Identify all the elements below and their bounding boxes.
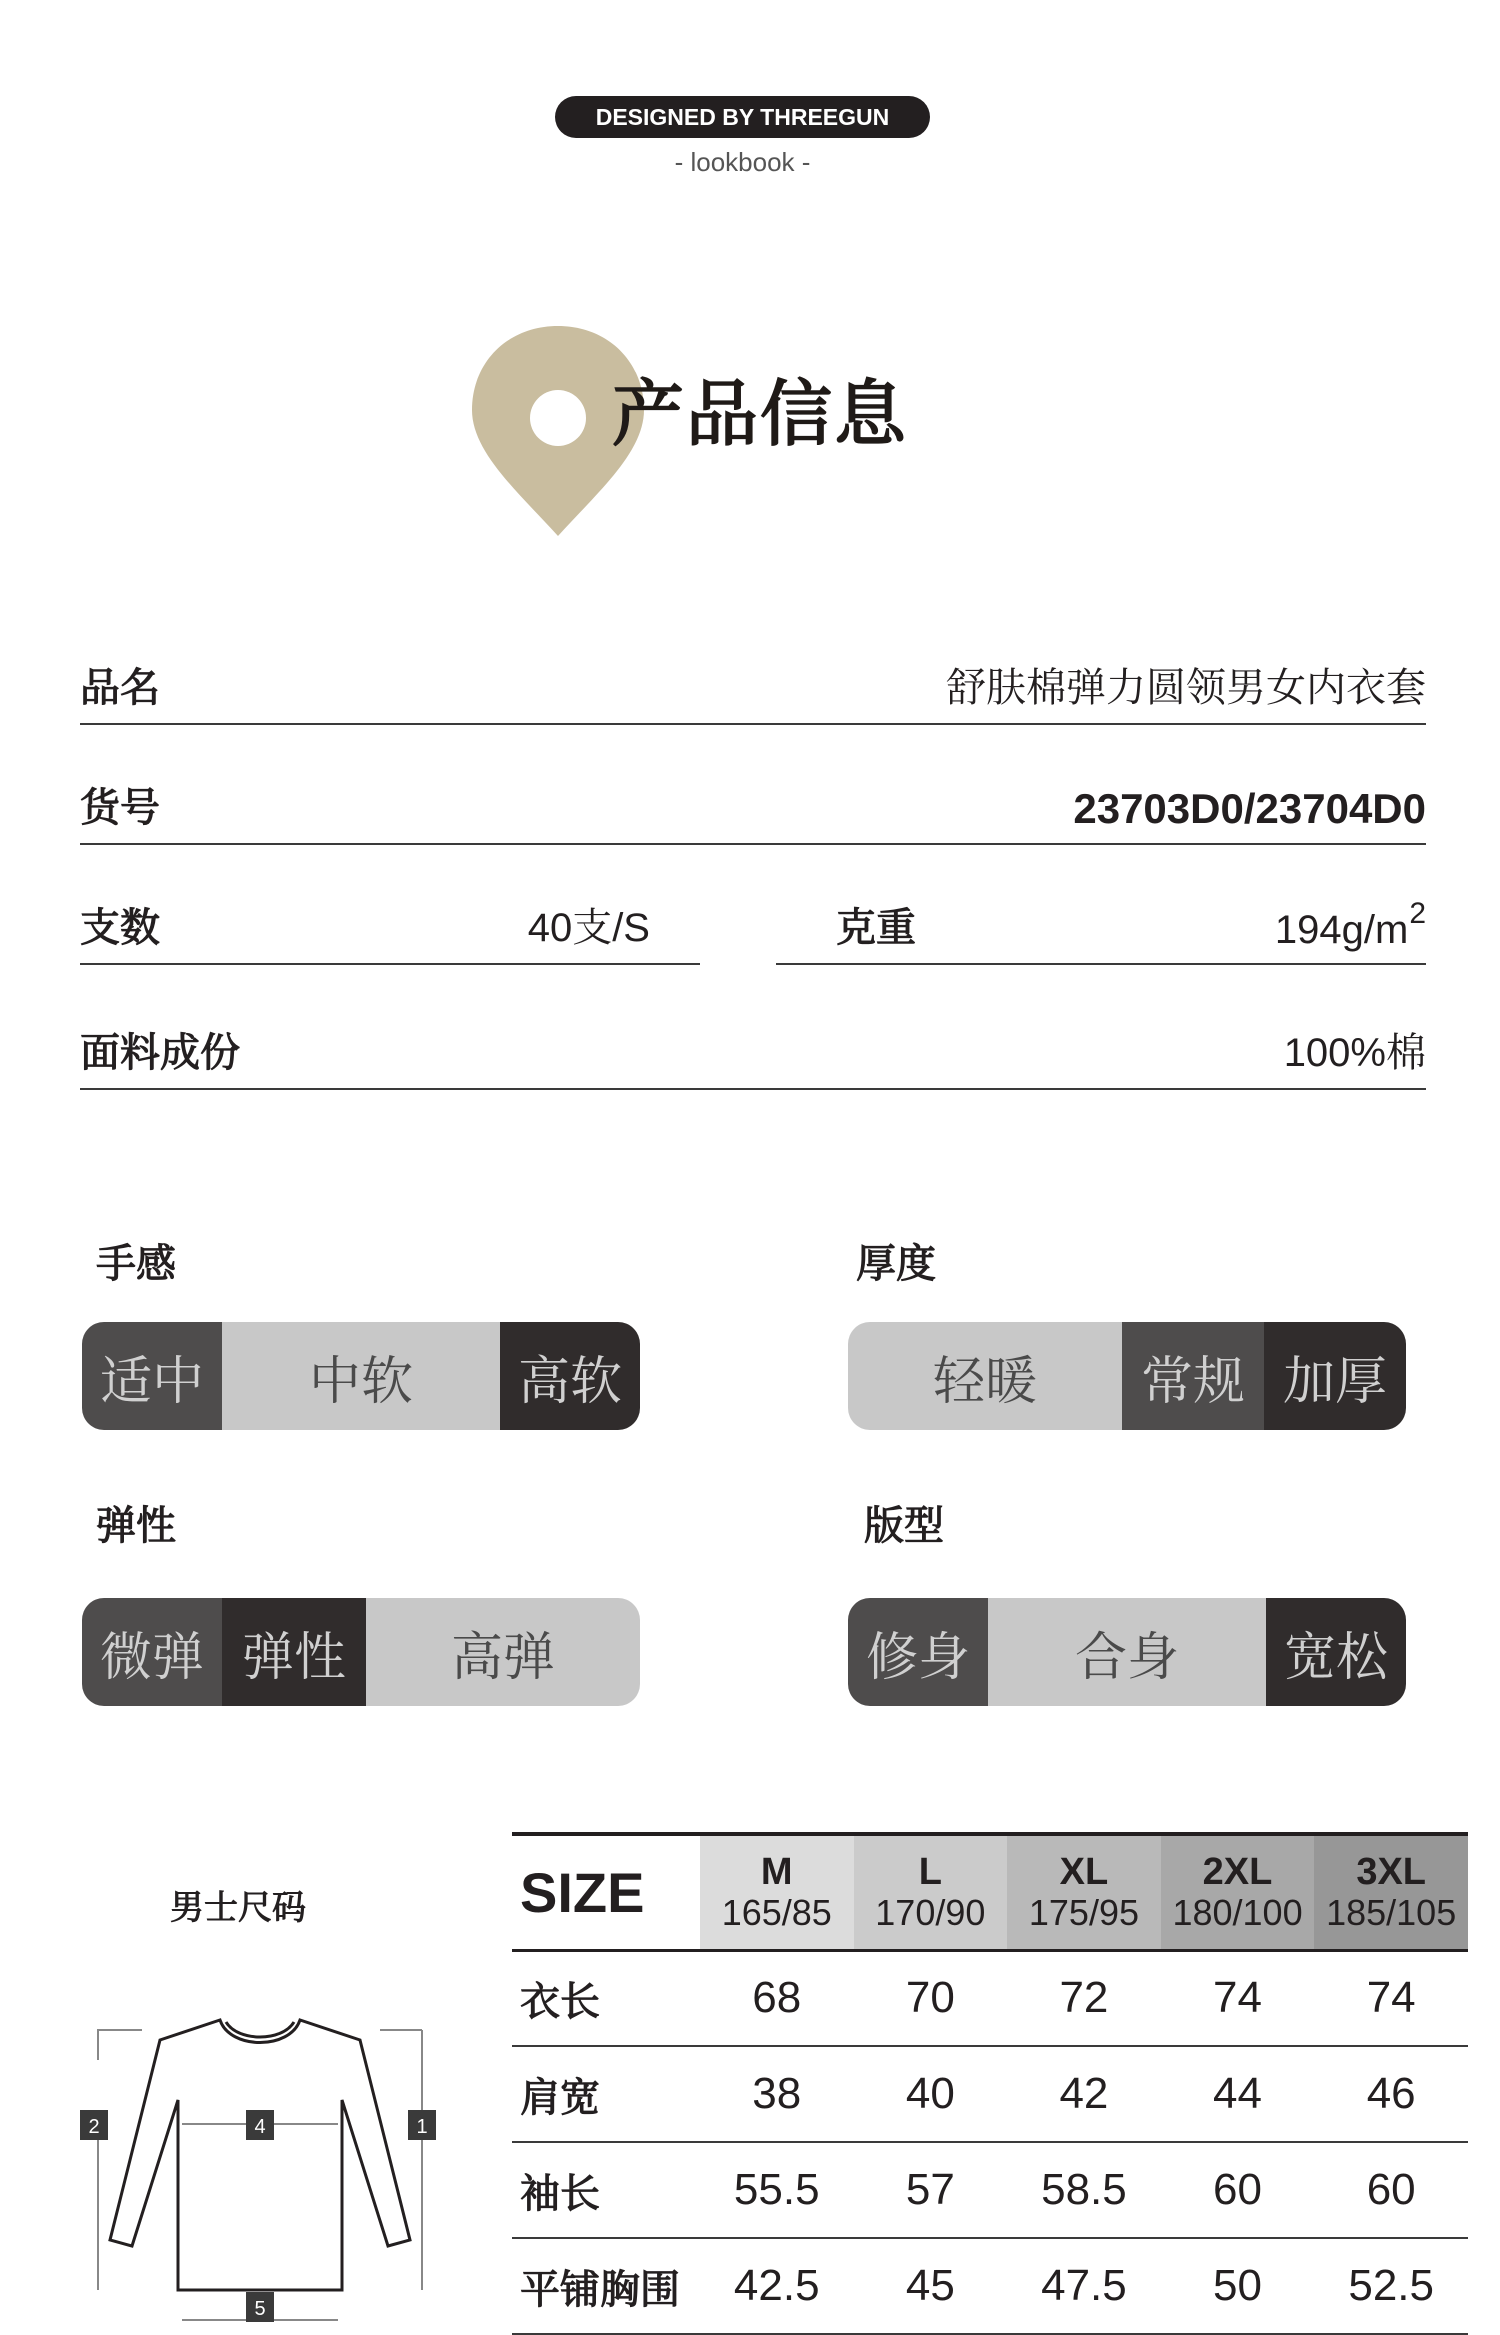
elasticity-option-2: 弹性 (222, 1598, 366, 1706)
table-cell: 47.5 (1041, 2261, 1127, 2310)
fit-label: 版型 (864, 1503, 944, 1549)
table-cell: 70 (905, 1973, 955, 2023)
fit-option-3: 宽松 (1266, 1598, 1406, 1706)
size-spec: 165/85 (721, 1892, 832, 1934)
thickness-option-3: 加厚 (1264, 1322, 1406, 1430)
diagram-marker-1: 1 (416, 2116, 428, 2138)
size-col-m (700, 1834, 854, 1950)
yarn-count-value: 40支/S (527, 906, 650, 950)
table-cell: 38 (752, 2069, 802, 2118)
hand-feel-option-1: 适中 (82, 1322, 222, 1430)
composition-label: 面料成份 (80, 1030, 240, 1076)
fabric-weight-label: 克重 (836, 905, 916, 951)
thickness-option-1: 轻暖 (848, 1322, 1122, 1430)
hand-feel-option-2: 中软 (222, 1322, 500, 1430)
fit-option-2: 合身 (988, 1598, 1266, 1706)
row-label: 肩宽 (520, 2074, 600, 2121)
elasticity-option-1: 微弹 (82, 1598, 222, 1706)
size-name: 3XL (1356, 1850, 1427, 1893)
sku-value: 23703D0/23704D0 (1073, 785, 1426, 832)
product-name-label: 品名 (80, 665, 160, 711)
size-name: L (918, 1850, 942, 1893)
table-cell: 72 (1059, 1973, 1109, 2023)
diagram-marker-2: 2 (88, 2116, 100, 2138)
table-row (512, 2142, 1468, 2238)
table-cell: 57 (905, 2165, 955, 2214)
size-col-2xl (1161, 1834, 1315, 1950)
sku-row (80, 785, 1426, 845)
hand-feel-option-3: 高软 (500, 1322, 640, 1430)
composition-row (80, 1030, 1426, 1090)
fabric-weight-superscript: 2 (1409, 897, 1426, 930)
size-name: XL (1059, 1850, 1109, 1893)
table-cell: 42 (1059, 2069, 1109, 2118)
size-spec: 180/100 (1172, 1892, 1303, 1934)
size-table (512, 1832, 1468, 2335)
table-row (512, 2046, 1468, 2142)
table-cell: 50 (1213, 2261, 1262, 2310)
row-label: 袖长 (520, 2170, 600, 2217)
table-cell: 46 (1366, 2069, 1416, 2118)
hand-feel-scale (82, 1322, 640, 1430)
thickness-option-2: 常规 (1122, 1322, 1264, 1430)
diagram-marker-5: 5 (254, 2298, 266, 2320)
table-cell: 74 (1366, 1973, 1416, 2023)
table-row (512, 2238, 1468, 2334)
size-col-3xl (1314, 1834, 1468, 1950)
thickness-label: 厚度 (856, 1241, 936, 1287)
size-spec: 185/105 (1326, 1892, 1457, 1934)
table-cell: 60 (1366, 2165, 1416, 2214)
size-spec: 175/95 (1028, 1892, 1139, 1934)
size-header-row (512, 1834, 1468, 1950)
size-name: 2XL (1202, 1850, 1273, 1893)
brand-badge: DESIGNED BY THREEGUN (555, 96, 930, 138)
size-name: M (760, 1850, 793, 1893)
yarn-count-row (80, 905, 700, 965)
size-chart-title: 男士尺码 (170, 1888, 306, 1928)
table-cell: 55.5 (733, 2165, 820, 2214)
row-label: 平铺胸围 (520, 2266, 680, 2313)
lookbook-subtitle: - lookbook - (674, 147, 811, 177)
fabric-weight-row (776, 897, 1426, 965)
table-cell: 52.5 (1348, 2261, 1434, 2310)
section-title: 产品信息 (612, 372, 909, 456)
diagram-marker-4: 4 (254, 2116, 266, 2138)
table-cell: 44 (1213, 2069, 1262, 2118)
elasticity-label: 弹性 (96, 1503, 176, 1549)
product-name-row (80, 665, 1426, 725)
table-row (512, 1950, 1468, 2046)
garment-measurement-diagram (70, 1990, 450, 2322)
row-label: 衣长 (520, 1978, 600, 2025)
table-cell: 60 (1213, 2165, 1262, 2214)
size-col-xl (1007, 1834, 1161, 1950)
composition-value: 100%棉 (1283, 1031, 1426, 1075)
table-cell: 40 (905, 2069, 955, 2118)
table-cell: 68 (752, 1973, 802, 2023)
size-col-l (854, 1834, 1008, 1950)
size-header-corner: SIZE (520, 1860, 645, 1924)
sku-label: 货号 (80, 785, 160, 831)
fabric-weight-number: 194g/m (1274, 908, 1409, 952)
fit-option-1: 修身 (848, 1598, 988, 1706)
fit-scale (848, 1598, 1406, 1706)
product-name-value: 舒肤棉弹力圆领男女内衣套 (946, 665, 1426, 711)
table-cell: 45 (905, 2261, 955, 2310)
thickness-scale (848, 1322, 1406, 1430)
elasticity-option-3: 高弹 (366, 1598, 640, 1706)
table-cell: 58.5 (1041, 2165, 1127, 2214)
table-cell: 74 (1213, 1973, 1262, 2023)
yarn-count-label: 支数 (80, 905, 160, 951)
size-spec: 170/90 (875, 1892, 986, 1934)
table-cell: 42.5 (733, 2261, 820, 2310)
fabric-weight-value (1275, 897, 1426, 953)
hand-feel-label: 手感 (96, 1241, 176, 1287)
elasticity-scale (82, 1598, 640, 1706)
